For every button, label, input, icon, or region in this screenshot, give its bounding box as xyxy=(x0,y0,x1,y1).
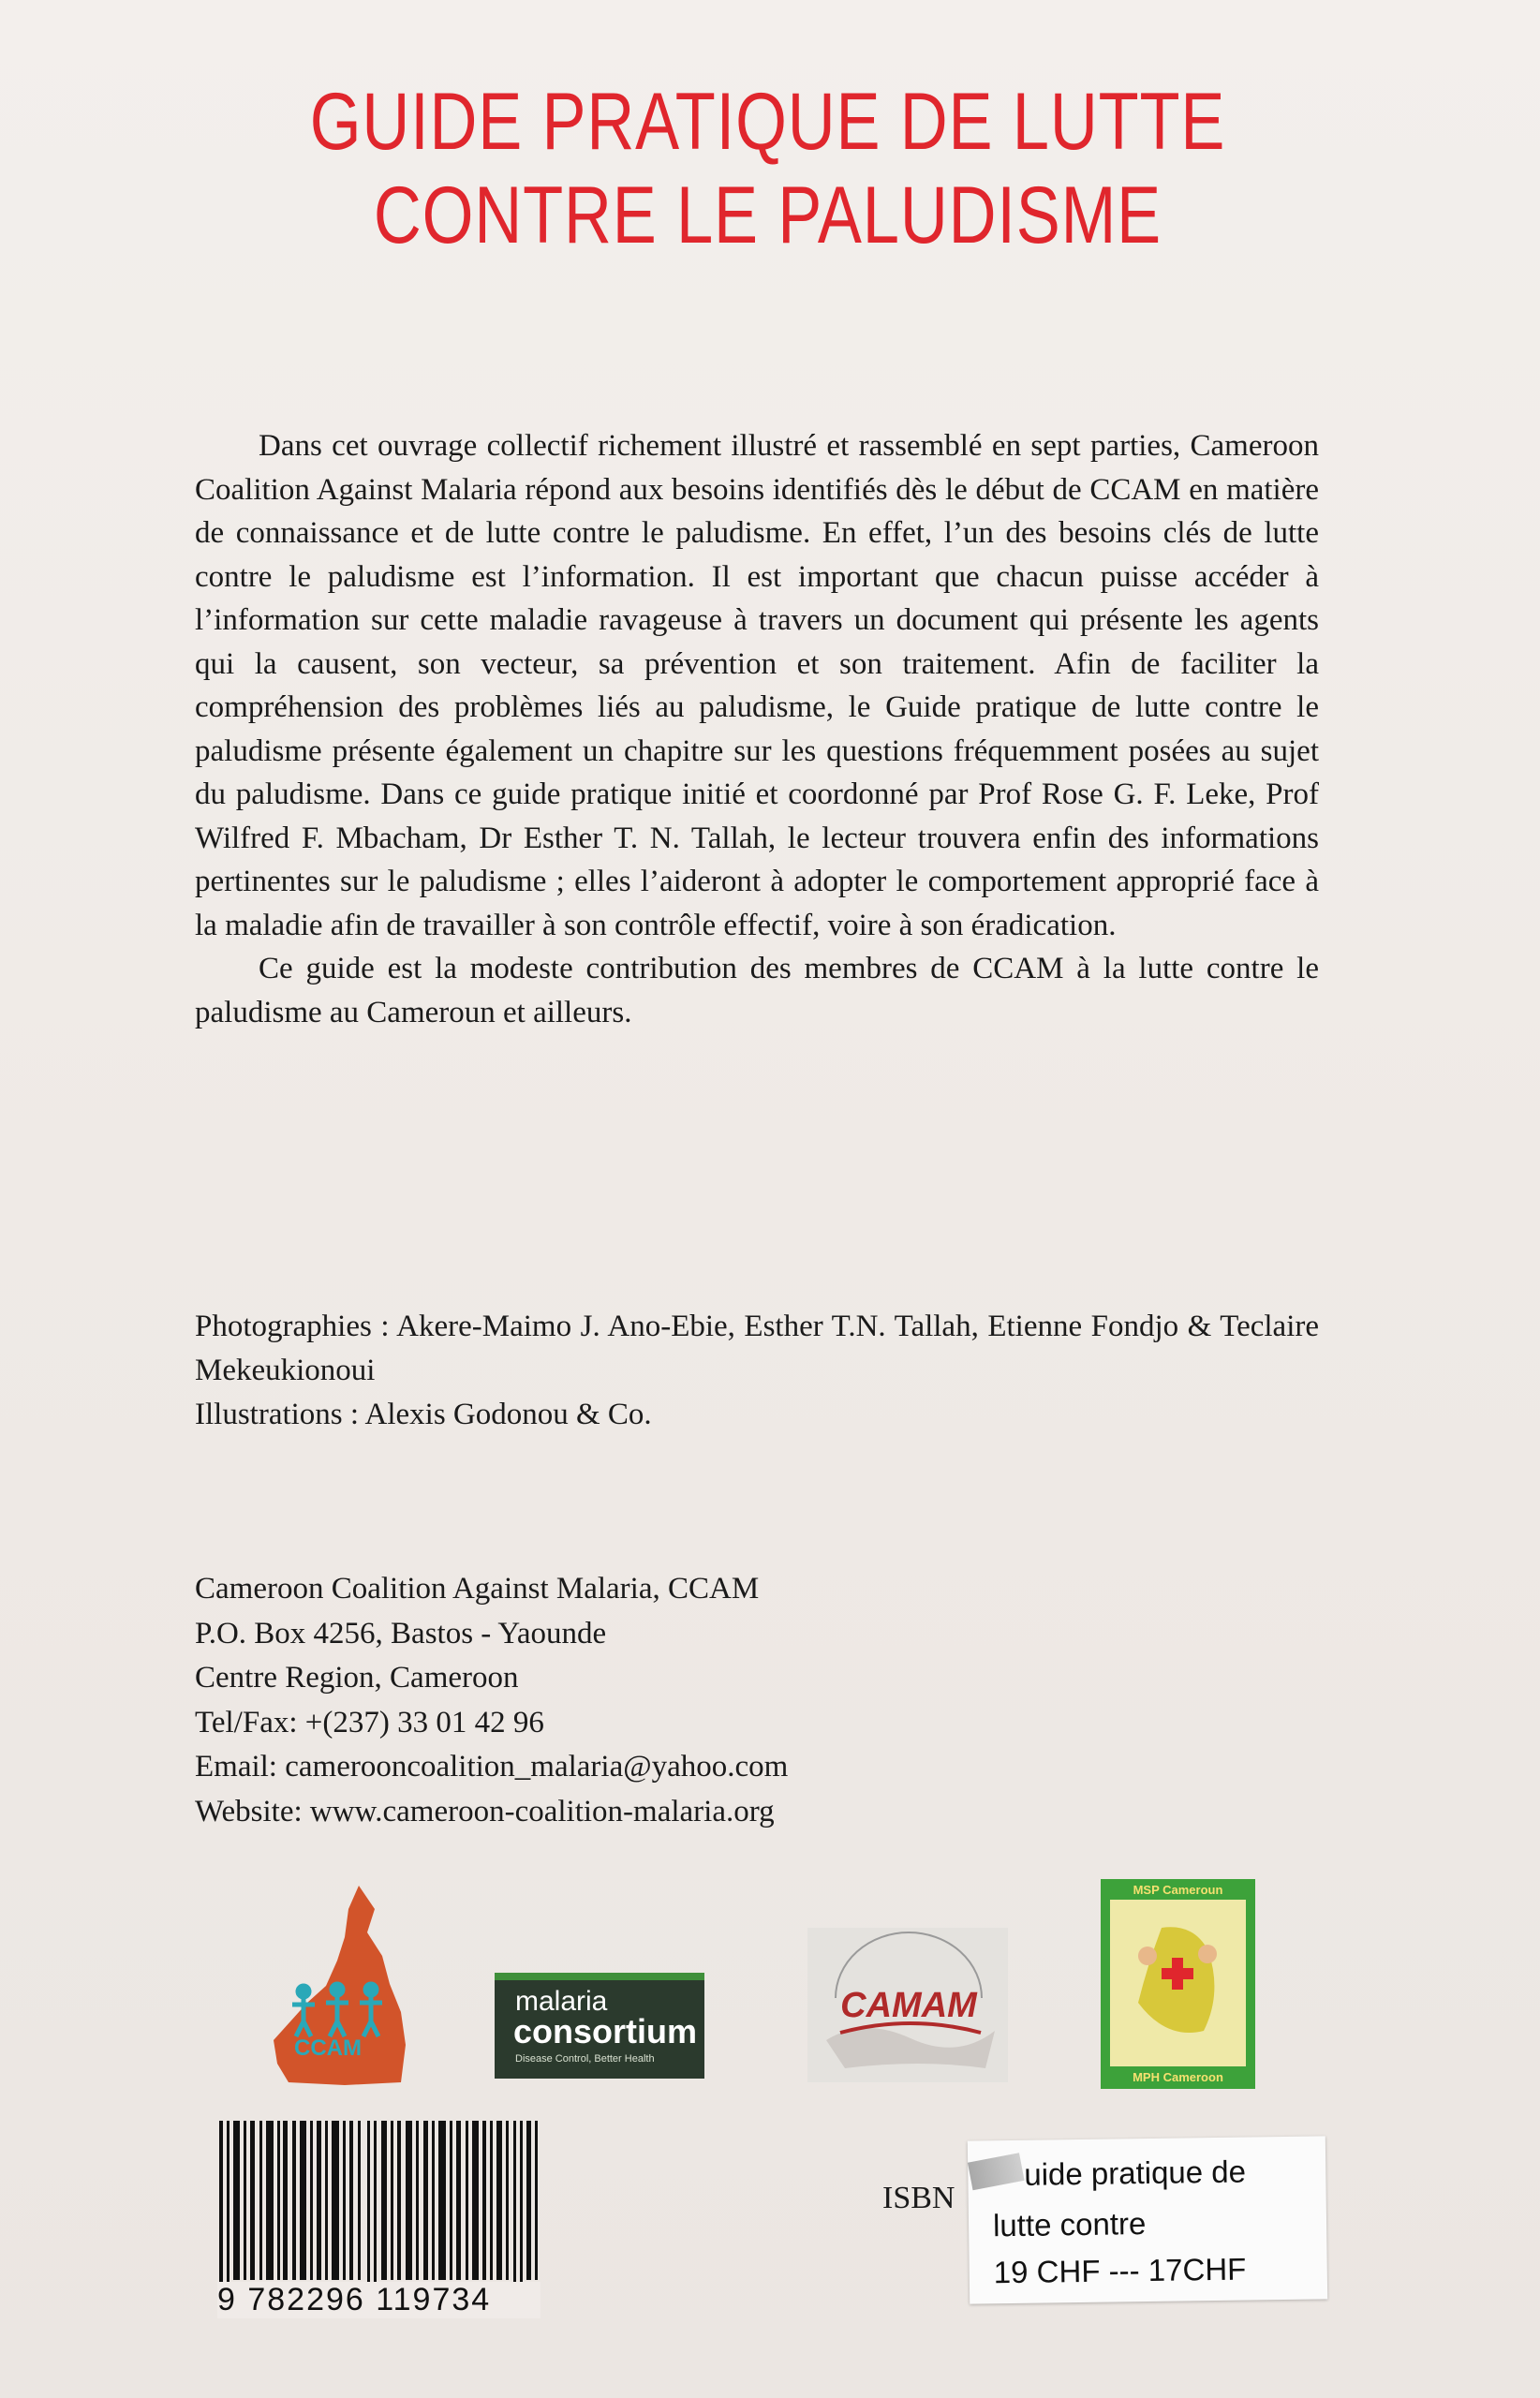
malaria-consortium-bar xyxy=(495,1973,704,1980)
isbn-label: ISBN xyxy=(882,2181,955,2215)
illustration-credits: Illustrations : Alexis Godonou & Co. xyxy=(195,1398,652,1431)
book-title xyxy=(136,75,1399,262)
title-line-1: GUIDE PRATIQUE DE LUTTE xyxy=(309,77,1226,167)
mph-bottom-text: MPH Cameroon xyxy=(1133,2070,1223,2084)
camam-logo xyxy=(807,1928,1008,2082)
malaria-consortium-line1: malaria xyxy=(515,1986,608,2017)
contact-tel: Tel/Fax: +(237) 33 01 42 96 xyxy=(195,1705,544,1739)
credits xyxy=(195,1305,1319,1437)
sticker-smudge xyxy=(968,2153,1025,2190)
title-line-2: CONTRE LE PALUDISME xyxy=(373,170,1162,260)
ccam-logo-text: CCAM xyxy=(294,2035,362,2061)
malaria-consortium-tagline: Disease Control, Better Health xyxy=(515,2053,655,2065)
price-sticker xyxy=(968,2136,1327,2303)
contact-email: Email: cameroon​coalition_malaria@yahoo.com xyxy=(195,1750,789,1784)
sticker-line-2: lutte contre xyxy=(992,2206,1147,2243)
sticker-price: 19 CHF --- 17CHF xyxy=(993,2251,1247,2290)
contact-region: Centre Region, Cameroon xyxy=(195,1661,519,1695)
health-emblem-icon xyxy=(1110,1900,1246,2066)
contact-website: Website: www.cameroon-coalition-malaria.org xyxy=(195,1794,775,1828)
barcode-number: 9 782296 119734 xyxy=(217,2282,540,2318)
photo-credits: Photographies : Akere-Maimo J. Ano-Ebie, Esther T.N. Tallah, Etienne Fondjo & Teclaire Mekeukionoui xyxy=(195,1310,1319,1387)
contact-block xyxy=(195,1567,1319,1834)
contact-org: Cameroon Coalition Against Malaria, CCAM xyxy=(195,1572,760,1606)
summary-paragraph-1: Dans cet ouvrage collectif richement illustré et rassemblé en sept parties, Cameroon Coalition Against Malaria répond aux besoins identifiés dès le début de CCAM en matière de connaissance et de lutte contre le paludisme. En effet, l’un des besoins clés de lutte contre le paludisme est l’information. Il est important que chacun puisse accéder à l’information sur cette maladie ravageuse à travers un document qui présente les agents qui la causent, son vecteur, sa prévention et son traitement. Afin de faciliter la compréhension des problèmes liés au paludisme, le Guide pratique de lutte contre le paludisme présente également un chapitre sur les questions fréquemment posées au sujet du paludisme. Dans ce guide pratique initié et coordonné par Prof Rose G. F. Leke, Prof Wilfred F. Mbacham, Dr Esther T. N. Tallah, le lecteur trouvera enfin des informations pertinentes sur le paludisme ; elles l’aideront à adopter le comportement approprié face à la maladie afin de travailler à son contrôle effectif, voire à son éradication. xyxy=(195,429,1319,942)
contact-po-box: P.O. Box 4256, Bastos - Yaounde xyxy=(195,1616,607,1650)
mph-cameroon-logo xyxy=(1101,1879,1255,2089)
summary xyxy=(195,424,1319,1034)
malaria-consortium-logo xyxy=(495,1973,704,2079)
summary-paragraph-2: Ce guide est la modeste contribution des membres de CCAM à la lutte contre le paludisme au Cameroun et ailleurs. xyxy=(195,952,1319,1029)
mph-emblem xyxy=(1110,1900,1246,2066)
malaria-consortium-line2: consortium xyxy=(513,2012,698,2050)
sticker-line-1: uide pratique de xyxy=(1024,2154,1247,2192)
mph-top-text: MSP Cameroun xyxy=(1133,1883,1223,1897)
camam-logo-text: CAMAM xyxy=(840,1986,977,2025)
